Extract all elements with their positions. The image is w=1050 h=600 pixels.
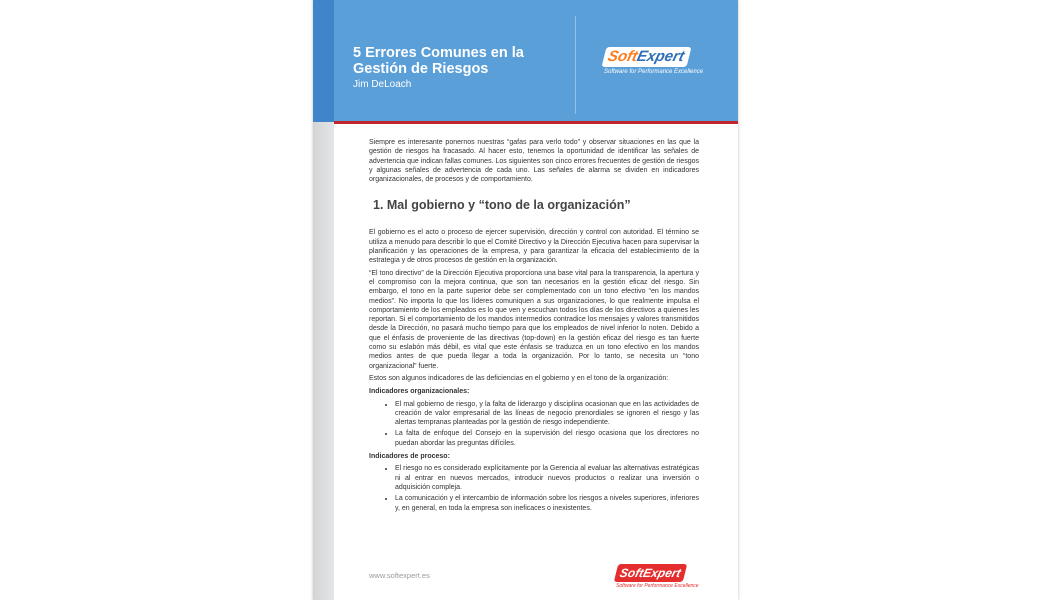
list-item: • La comunicación y el intercambio de información sobre los riesgos a niveles superiores, inferiores y, en general, en toda la empresa son ineficaces o inexistentes.	[395, 494, 699, 513]
logo-mark	[602, 47, 692, 67]
document-title: 5 Errores Comunes en la Gestión de Riesgos	[353, 45, 524, 77]
logo-word-expert: Expert	[635, 48, 687, 65]
body-paragraph: “El tono directivo” de la Dirección Ejecutiva proporciona una base vital para la transparencia, la apertura y el compromiso con la mejora continua, que son tan necesarios en la gestión eficaz del riesgo. Sin embargo, el tono en la parte superior debe ser complementado con un tono efectivo “en los mandos medios”. No importa lo que los líderes comuniquen a sus organizaciones, lo que realmente impulsa el comportamiento de los empleados es lo que ven y escuchan todos los días de los directivos a quienes les reportan. Si el comportamiento de los mandos intermedios contradice los mensajes y valores transmitidos desde la Dirección, no pasará mucho tiempo para que los empleados de nivel inferior lo noten. Debido a que el énfasis de proveniente de las directivas (top-down) en la gestión eficaz del riesgo es tan fuerte como su eslabón más débil, es vital que este énfasis se traduzca en un tono efectivo en los mandos medios antes de que pueda llegar a toda la organización. Por lo tanto, se necesita un “tono organizacional” fuerte.	[369, 269, 699, 370]
document-body	[369, 138, 699, 516]
footer-url[interactable]: www.softexpert.es	[369, 571, 430, 580]
document-author: Jim DeLoach	[353, 79, 412, 90]
footer-logo-mark	[614, 564, 687, 582]
softexpert-logo	[604, 47, 716, 83]
header-divider	[575, 16, 576, 114]
bullet-list-org	[369, 400, 699, 448]
subheading-org-indicators: Indicadores organizacionales:	[369, 388, 470, 396]
footer-logo-word-expert: Expert	[641, 566, 683, 580]
body-paragraph: Estos son algunos indicadores de las deficiencias en el gobierno y en el tono de la organización:	[369, 374, 669, 382]
section-heading: 1. Mal gobierno y “tono de la organización”	[373, 198, 631, 213]
bullet-list-process	[369, 464, 699, 512]
logo-tagline: Software for Performance Excellence	[604, 69, 704, 75]
body-paragraph: El gobierno es el acto o proceso de ejercer supervisión, dirección y control con autoridad. El término se utiliza a menudo para describir lo que el Comité Directivo y la Dirección Ejecutiva hacen para supervisar la planificación y las operaciones de la empresa, y para garantizar la eficacia del establecimiento de la estrategia y de otros procesos de gestión en la organización.	[369, 229, 699, 265]
document-header	[313, 0, 738, 122]
list-item: • La falta de enfoque del Consejo en la supervisión del riesgo ocasiona que los directores no puedan abordar las preguntas difíciles.	[395, 429, 699, 448]
logo-word-soft: Soft	[606, 48, 640, 65]
footer-logo-tagline: Software for Performance Excellence	[616, 583, 699, 589]
list-item: • El mal gobierno de riesgo, y la falta de liderazgo y disciplina ocasionan que en las actividades de creación de valor empresarial de las líneas de negocio prenordiales se ignoren el riesgo y las alertas tempranas planteadas por la gestión de riesgo independiente.	[395, 400, 699, 428]
list-item: • El riesgo no es considerado explícitamente por la Gerencia al evaluar las alternativas estratégicas ni al entrar en nuevos mercados, introducir nuevos productos o realizar una inversión o adquisición compleja.	[395, 464, 699, 492]
intro-paragraph: Siempre es interesante ponernos nuestras “gafas para verlo todo” y observar situaciones en las que la gestión de riesgos ha fracasado. Al hacer esto, tenemos la oportunidad de identificar las señales de advertencia que indican fallas comunes. Los siguientes son cinco errores frecuentes de gestión de riesgos y algunas señales de advertencia de cada uno. Las señales de alarma se dividen en indicadores organizacionales, de procesos y de comportamiento.	[369, 139, 699, 184]
subheading-process-indicators: Indicadores de proceso:	[369, 453, 450, 461]
footer-logo-word-soft: Soft	[618, 566, 646, 580]
page-sidebar-header	[313, 0, 334, 122]
footer-softexpert-logo	[616, 564, 706, 588]
document-page	[313, 0, 738, 600]
header-red-line	[313, 121, 738, 124]
